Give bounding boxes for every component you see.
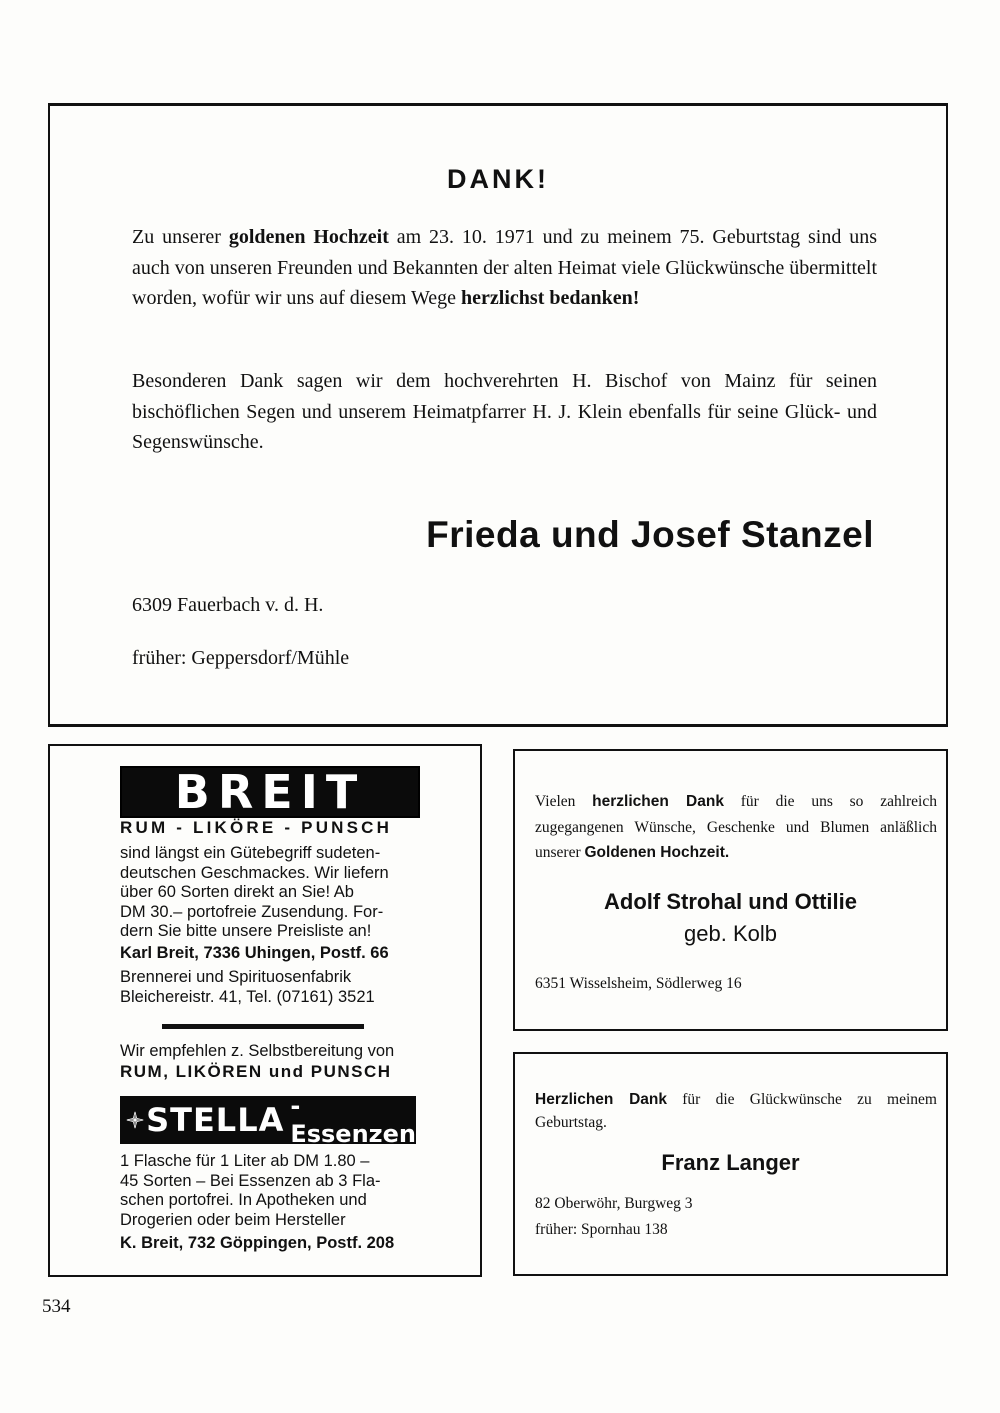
strohal-text-a: Vielen	[535, 793, 593, 810]
langer-bold-thanks: Herzlichen Dank	[535, 1091, 667, 1108]
langer-text	[535, 1088, 937, 1134]
breit-company-goeppingen: K. Breit, 732 Göppingen, Postf. 208	[120, 1234, 395, 1252]
stella-word: STELLA	[146, 1101, 285, 1139]
strohal-text	[535, 789, 937, 866]
dank-former-address: früher: Geppersdorf/Mühle	[132, 647, 350, 669]
strohal-notice	[513, 749, 948, 1031]
dank-address: 6309 Fauerbach v. d. H.	[132, 594, 324, 616]
breit-products: RUM, LIKÖREN und PUNSCH	[120, 1062, 392, 1081]
breit-description: sind längst ein Gütebegriff sudeten- deutschen Geschmackes. Wir liefern über 60 Sorten direkt an Sie! Ab DM 30.– portofreie Zusendung. For- dern Sie bitte unsere Preisliste an!	[120, 844, 389, 940]
stella-description: 1 Flasche für 1 Liter ab DM 1.80 – 45 Sorten – Bei Essenzen ab 3 Fla- schen portofrei. In Apotheken und Drogerien oder beim Hersteller	[120, 1152, 381, 1229]
dank-paragraph-1	[132, 222, 877, 314]
p1-bold-golden-wedding: goldenen Hochzeit	[228, 226, 389, 248]
langer-former-address: früher: Spornhau 138	[535, 1221, 668, 1238]
breit-company-uhingen: Karl Breit, 7336 Uhingen, Postf. 66	[120, 944, 389, 962]
breit-advertisement	[48, 744, 482, 1277]
strohal-names: Adolf Strohal und Ottilie	[604, 889, 857, 914]
dank-notice	[48, 103, 948, 727]
strohal-bold-golden-wedding: Goldenen Hochzeit.	[584, 844, 730, 861]
dank-paragraph-2: Besonderen Dank sagen wir dem hochverehrten H. Bischof von Mainz für seinen bischöflichen Segen und unserem Heimatpfarrer H. J. Klein ebenfalls für seine Glück- und Segenswünsche.	[132, 370, 877, 453]
breit-recommendation: Wir empfehlen z. Selbstbereitung von	[120, 1042, 395, 1060]
page-number: 534	[42, 1296, 71, 1317]
p1-text-c: am 23. 10. 1971 und zu meinem 75. Geburtstag sind uns auch von unseren Freunden und Bekannten der alten Heimat viele Glückwünsche übermittelt worden, wofür wir uns auf diesem Wege	[132, 226, 877, 309]
langer-name: Franz Langer	[661, 1150, 800, 1175]
strohal-bold-thanks: herzlichen Dank	[592, 793, 724, 810]
breit-subtitle: RUM - LIKÖRE - PUNSCH	[120, 818, 393, 837]
dank-signature: Frieda und Josef Stanzel	[426, 514, 874, 555]
stella-subtitle: -Essenzen	[290, 1092, 417, 1148]
p1-bold-thanks: herzlichst bedanken!	[461, 287, 640, 309]
dank-title: DANK!	[447, 164, 549, 194]
strohal-text-c: für die uns so zahlreich zugegangenen Wünsche, Geschenke und Blumen anläßlich unserer	[535, 793, 937, 861]
breit-logo: BREIT	[120, 766, 420, 818]
strohal-address: 6351 Wisselsheim, Södlerweg 16	[535, 975, 742, 992]
breit-distillery-info: Brennerei und Spirituosenfabrik Bleichereistr. 41, Tel. (07161) 3521	[120, 968, 375, 1006]
langer-address: 82 Oberwöhr, Burgweg 3	[535, 1195, 693, 1212]
stella-logo	[120, 1092, 417, 1148]
star-icon	[126, 1098, 144, 1142]
divider	[162, 1024, 364, 1029]
p1-text-a: Zu unserer	[132, 226, 229, 248]
strohal-maiden-name: geb. Kolb	[684, 921, 777, 946]
langer-text-b: für die Glückwünsche zu meinem Geburtstag.	[535, 1091, 937, 1131]
langer-notice	[513, 1052, 948, 1276]
